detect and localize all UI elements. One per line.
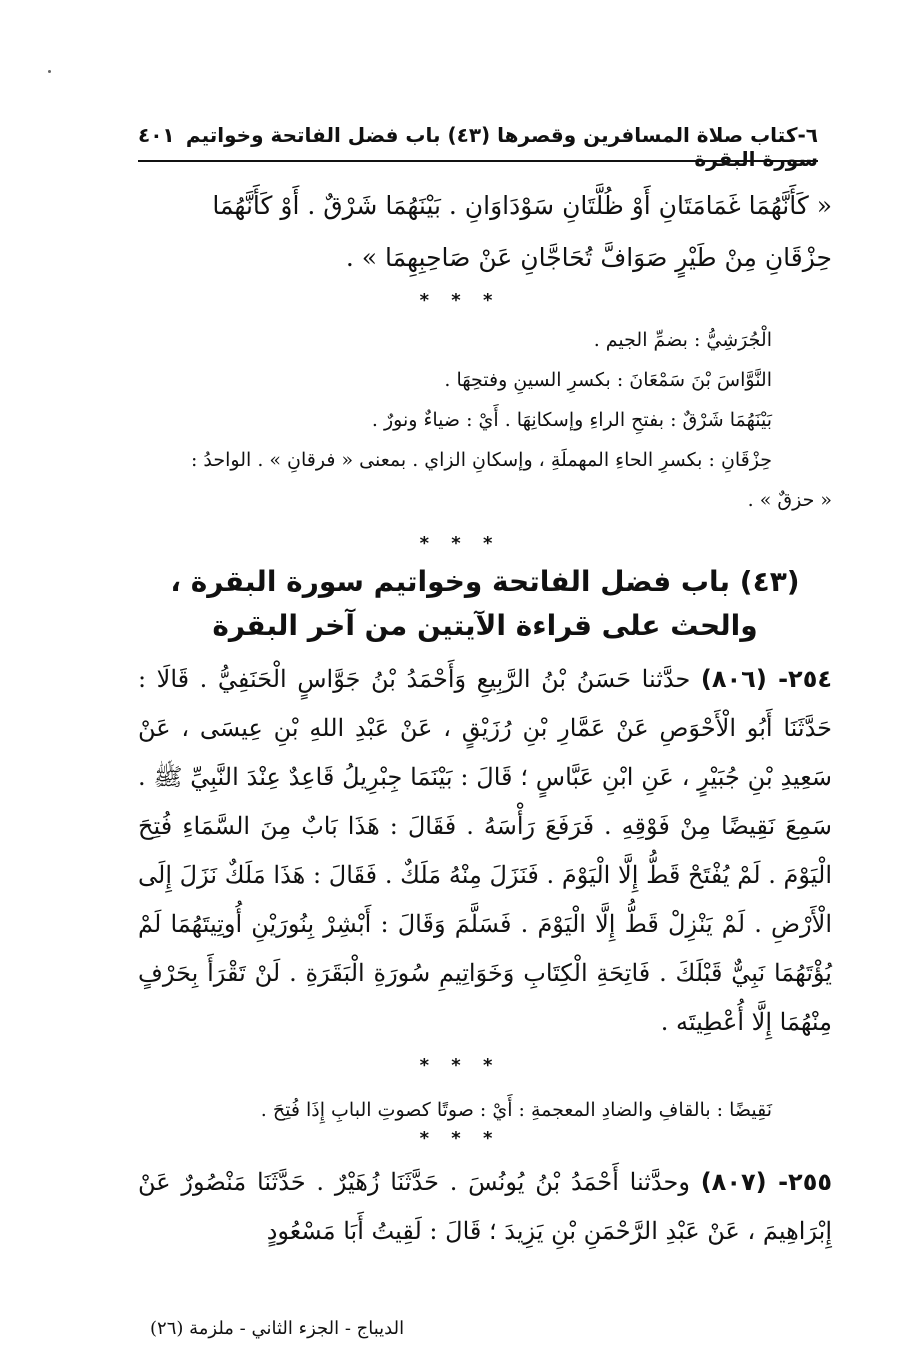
hadith-255-number: ٢٥٥- (٨٠٧) bbox=[700, 1168, 832, 1196]
footer-signature: الديباج - الجزء الثاني - ملزمة (٢٦) bbox=[150, 1318, 405, 1339]
chapter-title: (٤٣) باب فضل الفاتحة وخواتيم سورة البقرة ، والحث على قراءة الآيتين من آخر البقرة bbox=[170, 565, 800, 642]
hadith-quote-ending: « كَأَنَّهُمَا غَمَامَتَانِ أَوْ ظُلَّتَانِ سَوْدَاوَانِ . بَيْنَهُمَا شَرْقٌ . أَوْ كَأَنَّهُمَا حِزْقَانِ مِنْ طَيْرٍ صَوَافَّ تُحَاجَّانِ عَنْ صَاحِبِهِمَا » . bbox=[212, 191, 832, 272]
hadith-255 bbox=[138, 1158, 832, 1256]
glossary-notes bbox=[138, 320, 832, 520]
hadith-254 bbox=[138, 655, 832, 1047]
hadith-254-number: ٢٥٤- (٨٠٦) bbox=[700, 665, 832, 693]
note-hizqan: حِزْقَانِ : بكسرِ الحاءِ المهملَةِ ، وإسكانِ الزاي . بمعنى « فرقانِ » . الواحدُ : bbox=[190, 449, 772, 471]
header-title: ٦-كتاب صلاة المسافرين وقصرها (٤٣) باب فضل الفاتحة وخواتيم سورة البقرة bbox=[185, 123, 818, 171]
separator-stars-4: * * * bbox=[419, 1128, 501, 1149]
header-rule bbox=[138, 160, 818, 162]
running-header bbox=[138, 123, 818, 171]
note-jurashi: الْجُرَشِيُّ : بضمِّ الجيم . bbox=[593, 329, 772, 351]
note-sharq: بَيْنَهُمَا شَرْقٌ : بفتحِ الراءِ وإسكانِهَا . أَيْ : ضياءٌ ونورٌ . bbox=[371, 409, 772, 431]
separator-stars-3: * * * bbox=[419, 1055, 501, 1076]
hadith-255-text: وحدَّثنا أَحْمَدُ بْنُ يُونُسَ . حَدَّثَنَا زُهَيْرٌ . حَدَّثَنَا مَنْصُورٌ عَنْ إِبْرَاهِيمَ ، عَنْ عَبْدِ الرَّحْمَنِ بْنِ يَزِيدَ ؛ قَالَ : لَقِيتُ أَبَا مَسْعُودٍ bbox=[138, 1168, 832, 1245]
separator-stars-2: * * * bbox=[419, 533, 501, 554]
note-naqid: نَقِيضًا : بالقافِ والضادِ المعجمةِ : أَيْ : صوتًا كصوتِ البابِ إِذَا فُتِحَ . bbox=[260, 1099, 772, 1121]
hadith-254-text: حدَّثنا حَسَنُ بْنُ الرَّبِيعِ وَأَحْمَدُ بْنُ جَوَّاسٍ الْحَنَفِيُّ . قَالَا : حَدَّثَنَا أَبُو الْأَحْوَصِ عَنْ عَمَّارِ بْنِ رُزَيْقٍ ، عَنْ عَبْدِ اللهِ بْنِ عِيسَى ، عَنْ سَعِيدِ بْنِ جُبَيْرٍ ، عَنِ ابْنِ عَبَّاسٍ ؛ قَالَ : بَيْنَمَا جِبْرِيلُ قَاعِدٌ عِنْدَ النَّبِيِّ ﷺ . سَمِعَ نَقِيضًا مِنْ فَوْقِهِ . فَرَفَعَ رَأْسَهُ . فَقَالَ : هَذَا بَابٌ مِنَ السَّمَاءِ فُتِحَ الْيَوْمَ . لَمْ يُفْتَحْ قَطُّ إِلَّا الْيَوْمَ . فَنَزَلَ مِنْهُ مَلَكٌ . فَقَالَ : هَذَا مَلَكٌ نَزَلَ إِلَى الْأَرْضِ . لَمْ يَنْزِلْ قَطُّ إِلَّا الْيَوْمَ . فَسَلَّمَ وَقَالَ : أَبْشِرْ بِنُورَيْنِ أُوتِيتَهُمَا لَمْ يُؤْتَهُمَا نَبِيٌّ قَبْلَكَ . فَاتِحَةِ الْكِتَابِ وَخَوَاتِيمِ سُورَةِ الْبَقَرَةِ . لَنْ تَقْرَأَ بِحَرْفٍ مِنْهُمَا إِلَّا أُعْطِيتَه . bbox=[138, 665, 833, 1036]
note-nawwas: النَّوَّاسَ بْنَ سَمْعَانَ : بكسرِ السينِ وفتحِهَا . bbox=[444, 369, 772, 391]
page-number: ٤٠١ bbox=[138, 123, 175, 147]
note-hizq: « حزقٌ » . bbox=[747, 489, 832, 511]
scan-speck bbox=[48, 70, 51, 73]
separator-stars-1: * * * bbox=[419, 290, 501, 311]
